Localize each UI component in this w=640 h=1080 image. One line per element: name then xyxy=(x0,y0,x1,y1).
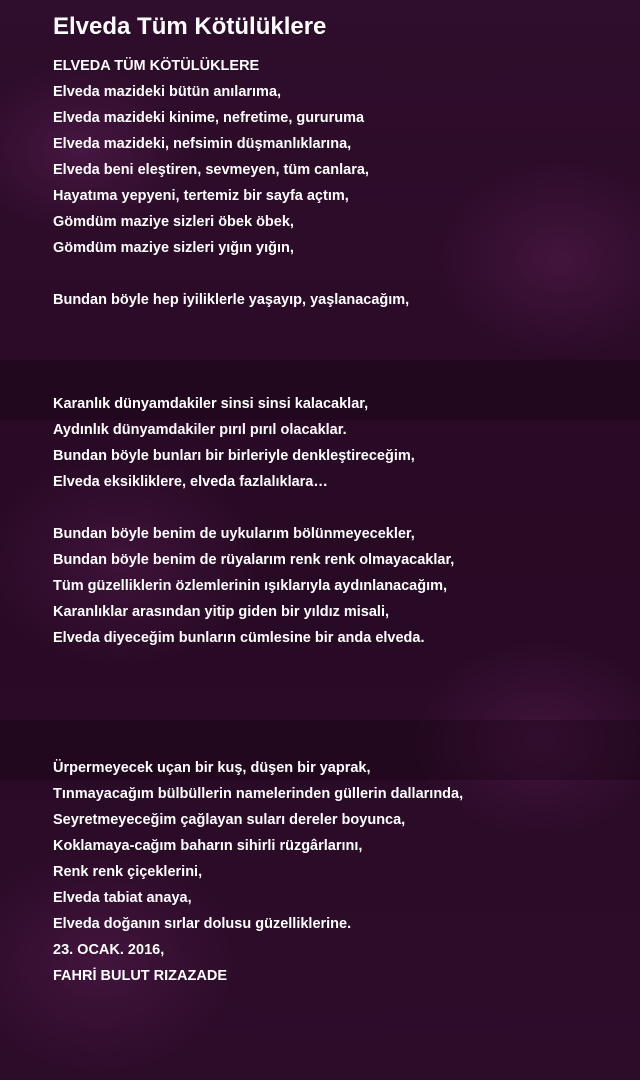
stanza-1 xyxy=(53,53,623,261)
poem-line: Gömdüm maziye sizleri yığın yığın, xyxy=(53,240,294,256)
poem-line: Karanlık dünyamdakiler sinsi sinsi kalacaklar, xyxy=(53,396,369,412)
poem-line: Seyretmeyeceğim çağlayan suları dereler boyunca, xyxy=(53,812,406,828)
poem-line: Elveda diyeceğim bunların cümlesine bir anda elveda. xyxy=(53,630,425,646)
poem-line: Karanlıklar arasından yitip giden bir yıldız misali, xyxy=(53,604,390,620)
poem-line: Elveda eksikliklere, elveda fazlalıklara… xyxy=(53,474,328,490)
stanza-gap xyxy=(53,313,623,391)
stanza-5 xyxy=(53,755,623,989)
poem-line: Tüm güzelliklerin özlemlerinin ışıklarıyla aydınlanacağım, xyxy=(53,578,448,594)
stanza-2 xyxy=(53,287,623,313)
poem-line: Bundan böyle benim de uykularım bölünmeyecekler, xyxy=(53,526,415,542)
poem-line: Koklamaya-cağım baharın sihirli rüzgârlarını, xyxy=(53,838,363,854)
stanza-gap xyxy=(53,261,623,287)
poem-line: Ürpermeyecek uçan bir kuş, düşen bir yaprak, xyxy=(53,760,371,776)
stanza-3 xyxy=(53,391,623,495)
poem-line: Elveda mazideki, nefsimin düşmanlıklarına, xyxy=(53,136,352,152)
stanza-gap xyxy=(53,651,623,755)
poem-line: Elveda mazideki bütün anılarıma, xyxy=(53,84,282,100)
poem-line: Renk renk çiçeklerini, xyxy=(53,864,203,880)
poem-line: Tınmayacağım bülbüllerin namelerinden güllerin dallarında, xyxy=(53,786,464,802)
page-title: Elveda Tüm Kötülüklere xyxy=(53,13,327,40)
poem-author: FAHRİ BULUT RIZAZADE xyxy=(53,968,227,984)
poem-line: Aydınlık dünyamdakiler pırıl pırıl olacaklar. xyxy=(53,422,347,438)
poem-line: Elveda mazideki kinime, nefretime, gururuma xyxy=(53,110,365,126)
poem-date: 23. OCAK. 2016, xyxy=(53,942,165,958)
poem-line: Bundan böyle bunları bir birleriyle denkleştireceğim, xyxy=(53,448,415,464)
poem-line: Bundan böyle benim de rüyalarım renk renk olmayacaklar, xyxy=(53,552,455,568)
poem-body xyxy=(53,53,623,989)
stanza-gap xyxy=(53,495,623,521)
poem-line: Elveda tabiat anaya, xyxy=(53,890,192,906)
poem-line: Elveda beni eleştiren, sevmeyen, tüm canlara, xyxy=(53,162,369,178)
poem-line: Bundan böyle hep iyiliklerle yaşayıp, yaşlanacağım, xyxy=(53,292,410,308)
poem-line: Hayatıma yepyeni, tertemiz bir sayfa açtım, xyxy=(53,188,349,204)
stanza-4 xyxy=(53,521,623,651)
poem-line: Gömdüm maziye sizleri öbek öbek, xyxy=(53,214,294,230)
poem-heading: ELVEDA TÜM KÖTÜLÜKLERE xyxy=(53,58,260,74)
poem-line: Elveda doğanın sırlar dolusu güzelliklerine. xyxy=(53,916,352,932)
